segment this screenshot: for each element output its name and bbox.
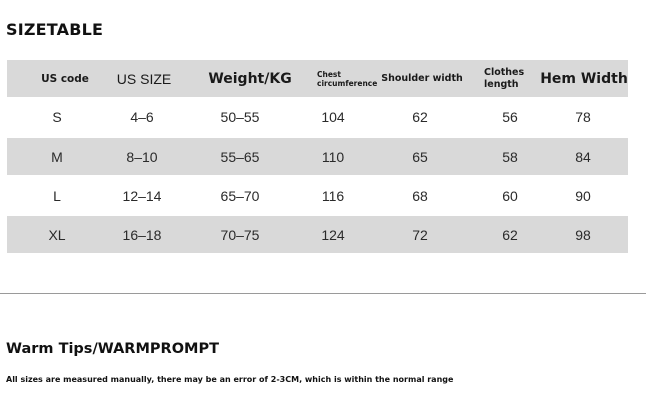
header-hem-width: Hem Width [540,70,628,87]
header-chest-line1: Chest [317,69,341,79]
header-clothes-line2: length [484,78,519,90]
header-us-size: US SIZE [116,70,172,87]
header-chest-line2: circumference [317,78,378,88]
cell-weight: 70–75 [220,226,260,243]
table-header-row [7,60,628,97]
cell-us-size: 4–6 [130,108,154,125]
cell-chest: 116 [321,187,345,204]
table-row [7,138,628,175]
size-table [7,60,628,253]
cell-weight: 65–70 [220,187,260,204]
page-title: SIZETABLE [6,20,104,39]
cell-us-size: 8–10 [126,148,158,165]
cell-us-code: XL [48,226,66,243]
cell-weight: 50–55 [220,108,260,125]
cell-chest: 124 [321,226,345,243]
cell-us-size: 16–18 [122,226,162,243]
cell-shoulder: 65 [412,148,428,165]
cell-us-size: 12–14 [122,187,162,204]
cell-hem-width: 78 [575,108,591,125]
table-row [7,98,628,135]
cell-us-code: L [53,187,61,204]
header-weight: Weight/KG [208,70,292,87]
cell-clothes-length: 56 [502,108,518,125]
cell-shoulder: 72 [412,226,428,243]
cell-us-code: S [52,108,62,125]
header-clothes-line1: Clothes [484,66,525,78]
header-chest [317,60,377,97]
cell-hem-width: 98 [575,226,591,243]
cell-hem-width: 90 [575,187,591,204]
tips-title: Warm Tips/WARMPROMPT [6,341,219,357]
header-us-code: US code [41,72,89,85]
cell-weight: 55–65 [220,148,260,165]
cell-clothes-length: 58 [502,148,518,165]
cell-clothes-length: 62 [502,226,518,243]
tips-note: All sizes are measured manually, there may be an error of 2-3CM, which is within the normal range [6,375,454,384]
cell-chest: 104 [321,108,345,125]
cell-chest: 110 [321,148,345,165]
cell-shoulder: 68 [412,187,428,204]
cell-shoulder: 62 [412,108,428,125]
cell-clothes-length: 60 [502,187,518,204]
cell-us-code: M [51,148,63,165]
cell-hem-width: 84 [575,148,591,165]
table-row [7,177,628,214]
header-shoulder: Shoulder width [381,73,463,84]
section-divider [0,293,646,294]
table-row [7,216,628,253]
header-clothes-length [484,60,524,97]
